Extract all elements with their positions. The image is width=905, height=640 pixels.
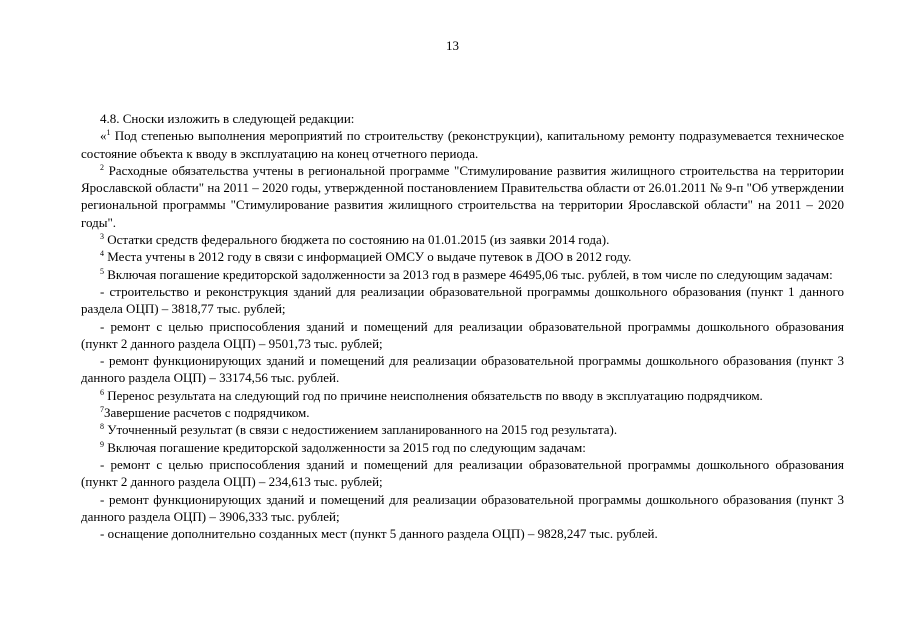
footnote-9 — [81, 439, 844, 456]
footnote-text-1: Под степенью выполнения мероприятий по строительству (реконструкции), капитальному ремонту подразумевается техническое состояние объекта к вводу в эксплуатацию на конец отчетного периода. — [81, 128, 844, 161]
footnote-9-item-2: - ремонт функционирующих зданий и помещений для реализации образовательной программы дошкольного образования (пункт 3 данного раздела ОЦП) – 3906,333 тыс. рублей; — [81, 491, 844, 524]
footnote-mark-1: 1 — [106, 128, 111, 138]
footnote-3 — [81, 231, 844, 248]
footnote-9-item-3: - оснащение дополнительно созданных мест (пункт 5 данного раздела ОЦП) – 9828,247 тыс. рублей. — [100, 526, 658, 542]
footnote-mark-7: 7 — [100, 405, 104, 415]
footnote-mark-9: 9 — [100, 439, 104, 449]
footnote-mark-2: 2 — [100, 162, 104, 172]
footnote-text-6: Перенос результата на следующий год по причине неисполнения обязательств по вводу в эксплуатацию подрядчиком. — [104, 387, 763, 403]
footnote-1 — [81, 127, 844, 162]
footnote-text-7: Завершение расчетов с подрядчиком. — [104, 405, 310, 421]
footnote-text-8: Уточненный результат (в связи с недостижением запланированного на 2015 год результата). — [104, 422, 618, 438]
footnote-mark-8: 8 — [100, 422, 104, 432]
footnote-text-4: Места учтены в 2012 году в связи с информацией ОМСУ о выдаче путевок в ДОО в 2012 году. — [104, 249, 632, 265]
footnote-mark-4: 4 — [100, 249, 104, 259]
footnote-6 — [81, 387, 844, 404]
page-number: 13 — [446, 38, 459, 53]
footnote-5 — [81, 266, 844, 283]
footnote-text-9: Включая погашение кредиторской задолженности за 2015 год по следующим задачам: — [104, 439, 586, 455]
footnote-8 — [81, 421, 844, 438]
footnote-9-item-1: - ремонт с целью приспособления зданий и помещений для реализации образовательной программы дошкольного образования (пункт 2 данного раздела ОЦП) – 234,613 тыс. рублей; — [81, 456, 844, 490]
footnote-7 — [81, 404, 844, 421]
footnote-5-item-2: - ремонт с целью приспособления зданий и помещений для реализации образовательной программы дошкольного образования (пункт 2 данного раздела ОЦП) – 9501,73 тыс. рублей; — [81, 318, 844, 351]
footnote-text-3: Остатки средств федерального бюджета по состоянию на 01.01.2015 (из заявки 2014 года). — [104, 232, 610, 248]
document-body — [81, 110, 844, 542]
footnote-5-item-3: - ремонт функционирующих зданий и помещений для реализации образовательной программы дошкольного образования (пункт 3 данного раздела ОЦП) – 33174,56 тыс. рублей. — [81, 353, 844, 386]
footnote-text-2: Расходные обязательства учтены в региональной программе "Стимулирование развития жилищного строительства на территории Ярославской области" на 2011 – 2020 годы, утвержденной постановлением Правительства области от 26.01.2011 № 9-п "Об утверждении региональной программы "Стимулирование развития жилищного строительства на территории Ярославской области" на 2011 – 2020 годы". — [81, 162, 844, 230]
opening-quote: « — [100, 128, 107, 144]
section-heading: 4.8. Сноски изложить в следующей редакции: — [100, 111, 355, 126]
footnote-mark-5: 5 — [100, 266, 104, 276]
footnote-text-5: Включая погашение кредиторской задолженности за 2013 год в размере 46495,06 тыс. рублей, в том числе по следующим задачам: — [104, 266, 833, 282]
footnote-mark-6: 6 — [100, 387, 104, 397]
footnote-mark-3: 3 — [100, 232, 104, 242]
footnote-4 — [81, 248, 844, 265]
footnote-2 — [81, 162, 844, 231]
footnote-5-item-1: - строительство и реконструкция зданий для реализации образовательной программы дошкольного образования (пункт 1 данного раздела ОЦП) – 3818,77 тыс. рублей; — [81, 283, 844, 317]
